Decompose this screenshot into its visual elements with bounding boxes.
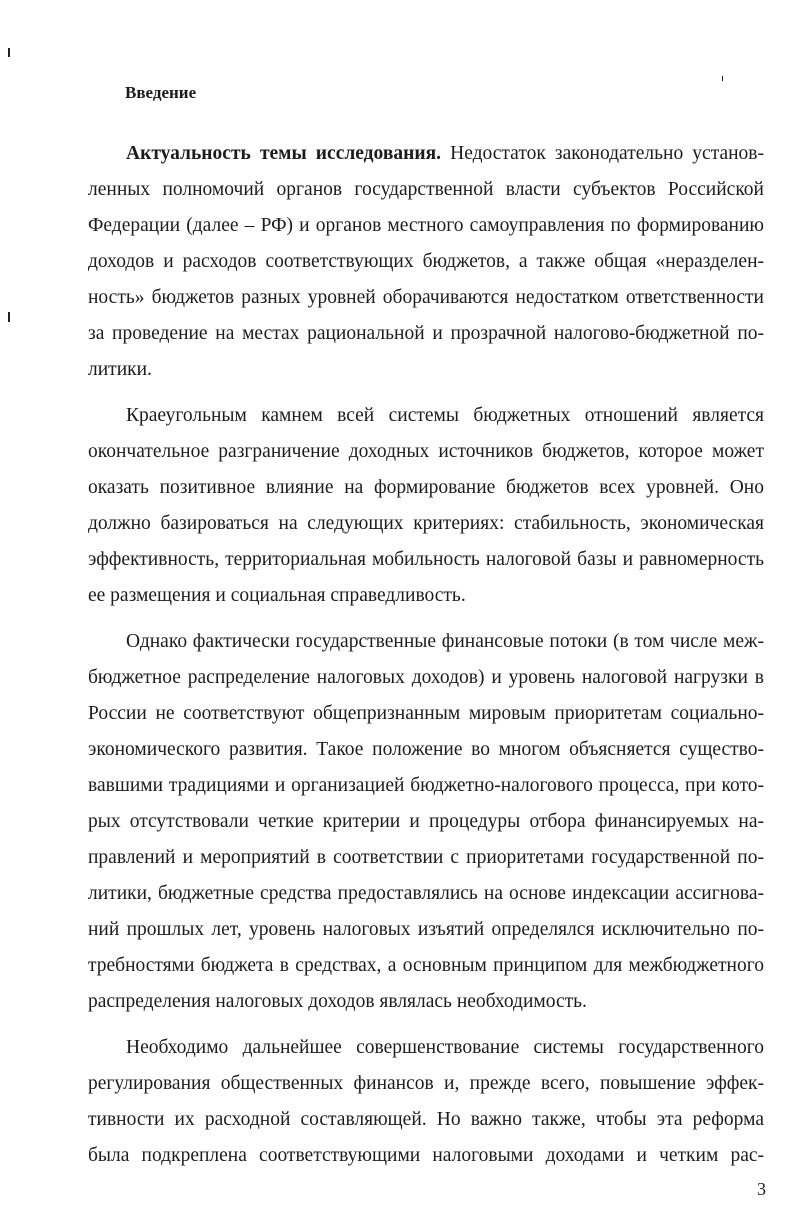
paragraph-3-line: правлений и мероприятий в соответствии с приоритетами государственной по- [88, 847, 764, 868]
paragraph-2-line: окончательное разграничение доходных источников бюджетов, которое может [88, 441, 764, 462]
scan-speck [8, 312, 10, 322]
paragraph-3-line: ний прошлых лет, уровень налоговых изъятий определялся исключительно по- [88, 919, 764, 940]
paragraph-3-line: России не соответствуют общепризнанным мировым приоритетам социально- [88, 703, 764, 724]
paragraph-3-line: рых отсутствовали четкие критерии и процедуры отбора финансируемых на- [88, 811, 764, 832]
lead-phrase: Актуальность темы исследования. [126, 143, 441, 164]
paragraph-3-line: Однако фактически государственные финансовые потоки (в том числе меж- [126, 631, 764, 652]
paragraph-2-line: оказать позитивное влияние на формирование бюджетов всех уровней. Оно [88, 477, 764, 498]
body-text [88, 136, 764, 1174]
paragraph-3-line: бюджетное распределение налоговых доходов) и уровень налоговой нагрузки в [88, 667, 764, 688]
paragraph-3-line: требностями бюджета в средствах, а основным принципом для межбюджетного [88, 955, 764, 976]
paragraph-1-line: ленных полномочий органов государственной власти субъектов Российской [88, 179, 764, 200]
paragraph-4-line: была подкреплена соответствующими налоговыми доходами и четким рас- [88, 1145, 764, 1166]
paragraph-1-line: Федерации (далее – РФ) и органов местного самоуправления по формированию [88, 215, 764, 236]
paragraph-3-line: распределения налоговых доходов являлась необходимость. [88, 991, 587, 1012]
paragraph-3-line: вавшими традициями и организацией бюджетно-налогового процесса, при кото- [88, 775, 764, 796]
paragraph-1-line: Актуальность темы исследования. Недостаток законодательно установ- [126, 143, 765, 164]
paragraph-4-line: регулирования общественных финансов и, прежде всего, повышение эффек- [88, 1073, 764, 1094]
paragraph-1-line: ность» бюджетов разных уровней оборачиваются недостатком ответственности [88, 287, 764, 308]
paragraph-2-line: Краеугольным камнем всей системы бюджетных отношений является [126, 405, 764, 426]
paragraph-1-line: литики. [88, 359, 152, 380]
section-heading: Введение [125, 83, 197, 102]
paragraph-3-line: литики, бюджетные средства предоставлялись на основе индексации ассигнова- [88, 883, 764, 904]
paragraph-4-line: Необходимо дальнейшее совершенствование системы государственного [126, 1037, 764, 1058]
paragraph-4-line: тивности их расходной составляющей. Но важно также, чтобы эта реформа [88, 1109, 764, 1130]
page-number: 3 [757, 1179, 766, 1199]
paragraph-3-line: экономического развития. Такое положение во многом объясняется существо- [88, 739, 764, 760]
paragraph-2-line: эффективность, территориальная мобильность налоговой базы и равномерность [88, 549, 764, 570]
paragraph-2-line: должно базироваться на следующих критериях: стабильность, экономическая [88, 513, 764, 534]
scan-speck [722, 76, 723, 81]
scan-speck [8, 48, 10, 57]
paragraph-2-line: ее размещения и социальная справедливость. [88, 585, 466, 606]
paragraph-1-line: доходов и расходов соответствующих бюджетов, а также общая «неразделен- [88, 251, 764, 272]
paragraph-1-line: за проведение на местах рациональной и прозрачной налогово-бюджетной по- [88, 323, 764, 344]
